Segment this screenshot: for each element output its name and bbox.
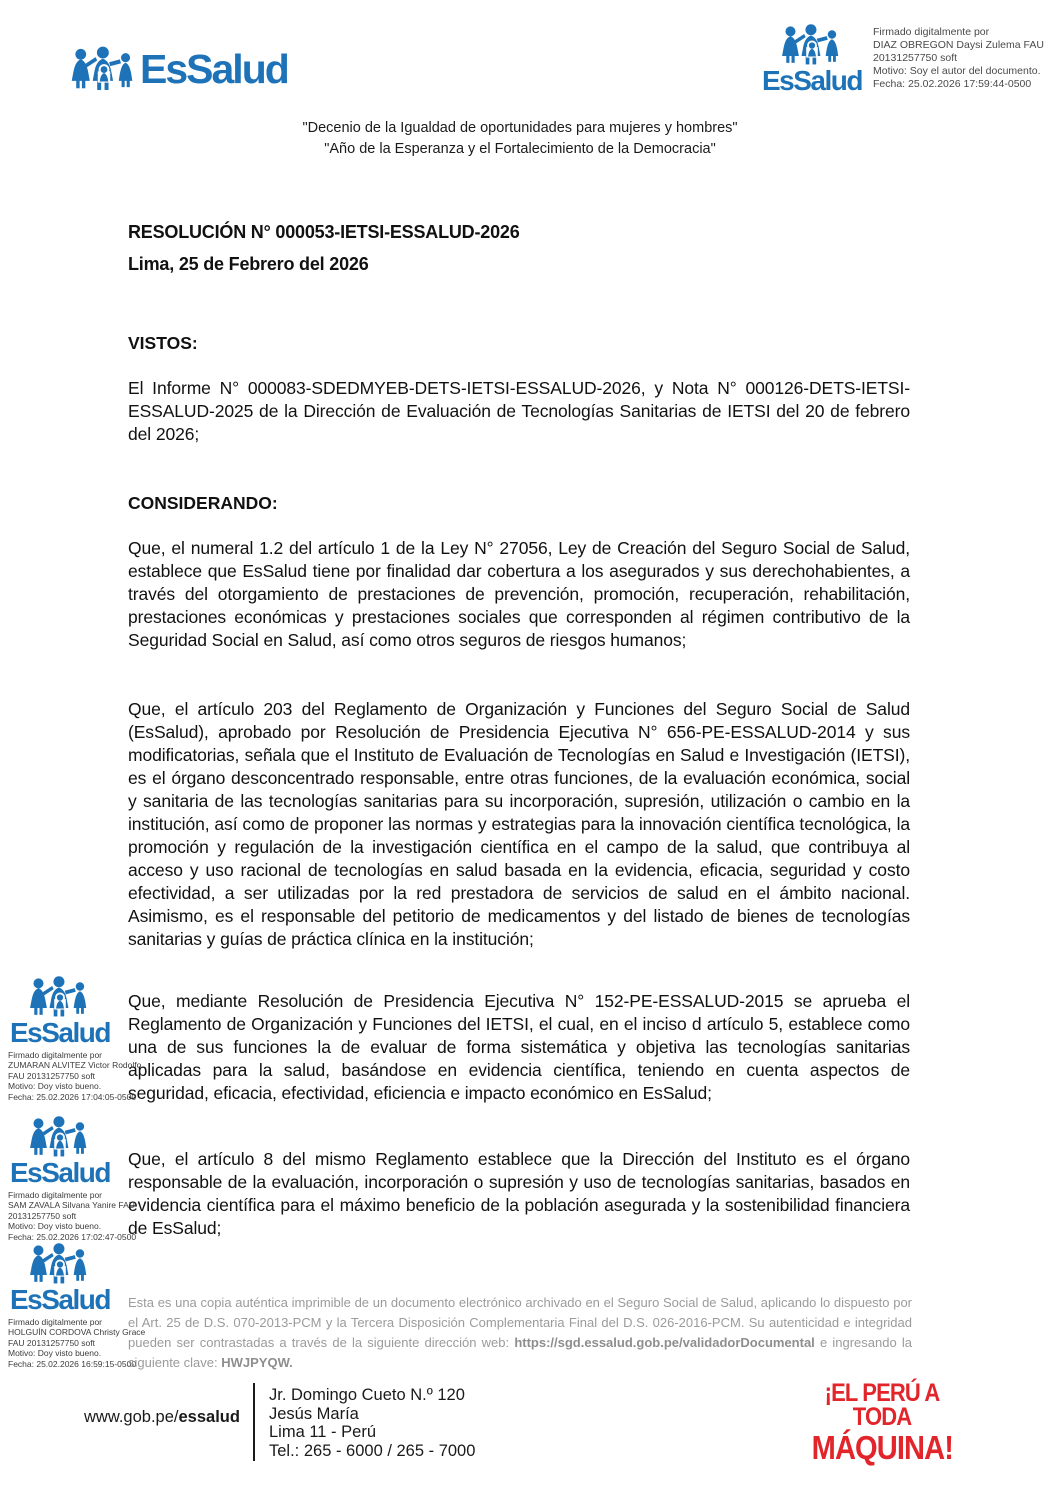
footer-website xyxy=(84,1408,240,1427)
signature-line: Fecha: 25.02.2026 17:02:47-0500 xyxy=(8,1231,137,1242)
address-line: Tel.: 265 - 6000 / 265 - 7000 xyxy=(269,1441,476,1460)
signature-line: Fecha: 25.02.2026 16:59:15-0500 xyxy=(8,1358,137,1369)
essalud-wordmark: EsSalud xyxy=(10,1157,110,1188)
signature-line: FAU 20131257750 soft xyxy=(8,1070,95,1081)
digital-signature-stamp-1 xyxy=(8,976,142,1102)
website-name: essalud xyxy=(178,1408,240,1426)
address-line: Lima 11 - Perú xyxy=(269,1423,376,1441)
signature-line: Motivo: Doy visto bueno. xyxy=(8,1348,102,1359)
validator-url: https://sgd.essalud.gob.pe/validadorDocumental xyxy=(514,1335,815,1350)
essalud-wordmark: EsSalud xyxy=(10,1284,110,1315)
header-quotes xyxy=(0,118,1040,160)
address-line: Jesús María xyxy=(269,1404,359,1423)
essalud-family-icon xyxy=(27,1116,93,1158)
slogan xyxy=(796,1379,968,1466)
essalud-family-icon xyxy=(27,1243,93,1285)
disclaimer-text: e ingresando la siguiente clave: xyxy=(128,1335,912,1370)
signature-line: Firmado digitalmente por xyxy=(8,1050,103,1060)
signature-line: Motivo: Doy visto bueno. xyxy=(8,1081,102,1092)
digital-signature-author xyxy=(873,26,1044,91)
footer-address xyxy=(269,1386,475,1460)
resolution-heading xyxy=(128,222,910,275)
resolution-title: RESOLUCIÓN N° 000053-IETSI-ESSALUD-2026 xyxy=(128,222,520,242)
vistos-paragraph: El Informe N° 000083-SDEDMYEB-DETS-IETSI-ESSALUD-2026, y Nota N° 000126-DETS-IETSI-ESSALUD-2025 de la Dirección de Evaluación de Tecnologías Sanitarias de IETSI del 20 de febrero del 2026; xyxy=(128,378,910,444)
considerando-paragraph-3: Que, mediante Resolución de Presidencia Ejecutiva N° 152-PE-ESSALUD-2015 se aprueba el Reglamento de Organización y Funciones del IETSI, el cual, en el inciso d artículo 5, establece como una de sus funciones la de evaluar de forma sistemática y objetiva las tecnologías sanitarias aplicadas para la salud, basándose en evidencia científica, teniendo en cuenta aspectos de seguridad, eficacia, efectividad, eficiencia e impacto económico en EsSalud; xyxy=(128,991,910,1103)
digital-signature-stamp-3 xyxy=(8,1243,146,1369)
signature-line: SAM ZAVALA Silvana Yanire FAU xyxy=(8,1200,135,1211)
authenticity-disclaimer xyxy=(128,1293,912,1373)
essalud-wordmark: EsSalud xyxy=(10,1017,110,1048)
essalud-family-icon xyxy=(70,44,138,94)
considerando-paragraph-1: Que, el numeral 1.2 del artículo 1 de la Ley N° 27056, Ley de Creación del Seguro Social de Salud, establece que EsSalud tiene por finalidad dar cobertura a los asegurados y sus derechohabientes, a través del otorgamiento de prestaciones de prevención, promoción, recuperación, rehabilitación, prestaciones económicas y prestaciones sociales que corresponden al régimen contributivo de la Seguridad Social en Salud, así como otros seguros de riesgos humanos; xyxy=(128,538,910,650)
signature-line: Firmado digitalmente por xyxy=(8,1317,103,1327)
essalud-logo-stamp xyxy=(8,1116,112,1187)
essalud-logo-signature xyxy=(760,24,864,95)
essalud-family-icon xyxy=(779,24,845,66)
signature-line: Firmado digitalmente por xyxy=(873,26,990,38)
signature-line: 20131257750 soft xyxy=(8,1210,77,1221)
signature-line: ZUMARAN ALVITEZ Victor Rodolfo xyxy=(8,1060,142,1071)
stamp-signature-text xyxy=(8,1317,146,1369)
essalud-logo-header xyxy=(70,44,288,94)
signature-line: FAU 20131257750 soft xyxy=(8,1337,95,1348)
stamp-signature-text xyxy=(8,1190,137,1242)
digital-signature-stamp-2 xyxy=(8,1116,137,1242)
disclaimer-text: Esta es una copia auténtica imprimible de un documento electrónico archivado en el Seguro Social de Salud, aplicando lo dispuesto por el Art. 25 de D.S. 070-2013-PCM y la Tercera Disposición Complementaria Final del D.S. 026-2016-PCM. Su autenticidad e integridad pueden ser contrastadas a través de la siguiente dirección web: xyxy=(128,1295,912,1350)
document-key: HWJPYQW. xyxy=(221,1355,293,1370)
essalud-logo-stamp xyxy=(8,976,112,1047)
essalud-wordmark: EsSalud xyxy=(140,45,288,92)
quote-line: "Año de la Esperanza y el Fortalecimiento de la Democracia" xyxy=(324,141,716,157)
signature-line: DIAZ OBREGON Daysi Zulema FAU xyxy=(873,39,1044,51)
vistos-heading: VISTOS: xyxy=(128,333,198,353)
quote-line: "Decenio de la Igualdad de oportunidades para mujeres y hombres" xyxy=(302,120,738,136)
signature-line: 20131257750 soft xyxy=(873,52,958,64)
signature-line: Fecha: 25.02.2026 17:59:44-0500 xyxy=(873,78,1032,90)
essalud-logo-stamp xyxy=(8,1243,112,1314)
considerando-paragraph-2: Que, el artículo 203 del Reglamento de Organización y Funciones del Seguro Social de Salud (EsSalud), aprobado por Resolución de Presidencia Ejecutiva N° 656-PE-ESSALUD-2014 y sus modificatorias, señala que el Instituto de Evaluación de Tecnologías en Salud e Investigación (IETSI), es el órgano desconcentrado responsable, entre otras funciones, de la evaluación económica, social y sanitaria de las tecnologías sanitarias para su incorporación, supresión, utilización o cambio en la institución, así como de proponer las normas y estrategias para la innovación científica tecnológica, la promoción y regulación de la investigación científica en el campo de la salud, que contribuya al acceso y uso racional de tecnologías en salud basada en la evidencia, eficacia, seguridad y costo efectividad, a ser utilizadas por la red prestadora de servicios de salud en el ámbito nacional. Asimismo, es el responsable del petitorio de medicamentos y del listado de bienes de tecnologías sanitarias y guías de práctica clínica en la institución; xyxy=(128,699,910,949)
essalud-family-icon xyxy=(27,976,93,1018)
signature-line: Motivo: Soy el autor del documento. xyxy=(873,65,1041,77)
considerando-heading: CONSIDERANDO: xyxy=(128,493,278,513)
signature-line: Fecha: 25.02.2026 17:04:05-0500 xyxy=(8,1091,137,1102)
slogan-line-1: ¡EL PERÚ A TODA xyxy=(824,1379,940,1431)
slogan-line-2: MÁQUINA! xyxy=(811,1428,953,1466)
footer-divider xyxy=(253,1383,255,1461)
website-prefix: www.gob.pe/ xyxy=(84,1408,179,1426)
address-line: Jr. Domingo Cueto N.º 120 xyxy=(269,1386,465,1404)
signature-line: Firmado digitalmente por xyxy=(8,1190,103,1200)
essalud-wordmark: EsSalud xyxy=(762,65,862,96)
stamp-signature-text xyxy=(8,1050,142,1102)
resolution-date: Lima, 25 de Febrero del 2026 xyxy=(128,254,369,274)
signature-line: Motivo: Doy visto bueno. xyxy=(8,1221,102,1232)
signature-line: HOLGUÍN CORDOVA Christy Grace xyxy=(8,1327,146,1338)
considerando-paragraph-4: Que, el artículo 8 del mismo Reglamento establece que la Dirección del Instituto es el órgano responsable de la evaluación, incorporación o supresión y uso de tecnologías sanitarias, basados en evidencia científica para el máximo beneficio de la población asegurada y la sostenibilidad financiera de EsSalud; xyxy=(128,1149,910,1238)
